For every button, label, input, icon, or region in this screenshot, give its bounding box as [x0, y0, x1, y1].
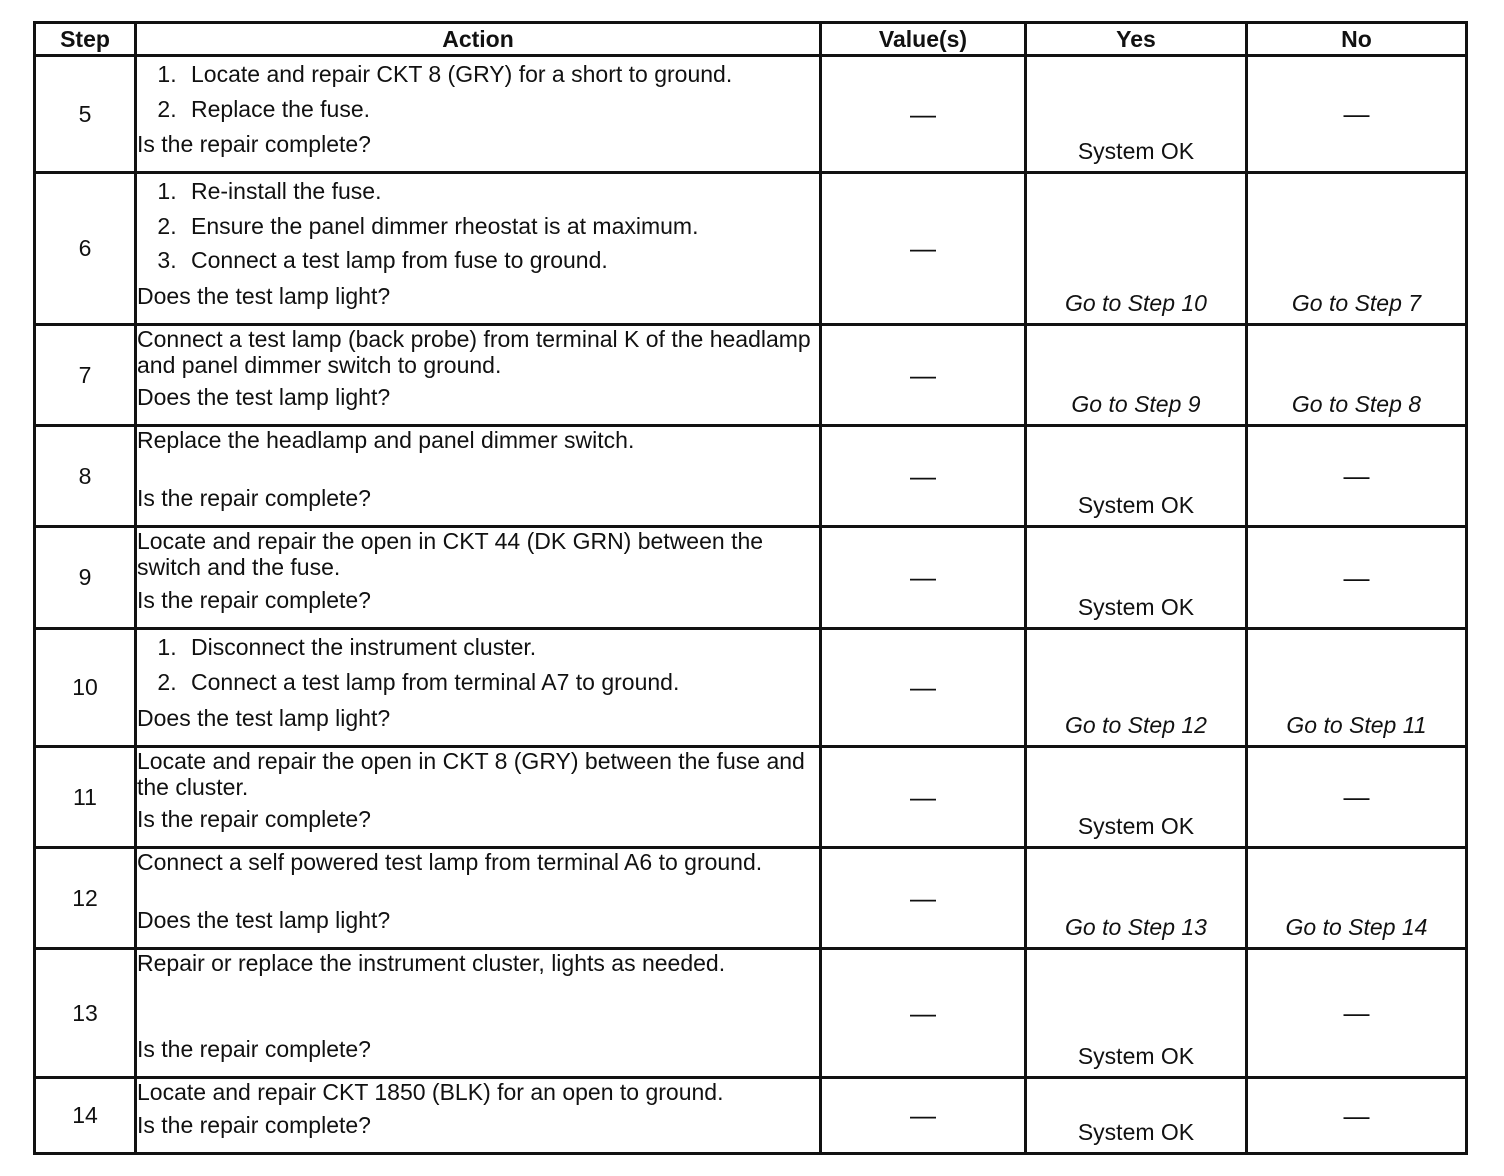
- action-instructions: [137, 174, 819, 278]
- no-cell: [1247, 848, 1467, 949]
- action-cell: [136, 848, 821, 949]
- header-yes: Yes: [1026, 23, 1247, 56]
- step-number: 10: [35, 629, 136, 747]
- action-question: Is the repair complete?: [137, 484, 371, 511]
- no-cell: [1247, 949, 1467, 1078]
- action-question: Does the test lamp light?: [137, 282, 391, 309]
- no-cell: [1247, 325, 1467, 426]
- step-number: 11: [35, 747, 136, 848]
- no-cell: [1247, 173, 1467, 325]
- action-instructions: [137, 57, 819, 126]
- action-step-item: 3. Connect a test lamp from fuse to ground.: [183, 243, 819, 278]
- action-step-item: 2. Ensure the panel dimmer rheostat is at maximum.: [183, 209, 819, 244]
- no-cell: [1247, 426, 1467, 527]
- no-result: —: [1343, 98, 1370, 129]
- action-text: Repair or replace the instrument cluster, lights as needed.: [137, 950, 726, 976]
- action-instructions: [137, 326, 819, 379]
- action-text: Connect a self powered test lamp from terminal A6 to ground.: [137, 849, 763, 875]
- no-cell: [1247, 629, 1467, 747]
- value-cell: —: [821, 848, 1026, 949]
- table-row: [35, 949, 1467, 1078]
- header-action: Action: [136, 23, 821, 56]
- step-number: 6: [35, 173, 136, 325]
- action-cell: [136, 426, 821, 527]
- yes-result: System OK: [1077, 594, 1195, 620]
- action-content: [137, 748, 819, 836]
- action-step-item: 1. Disconnect the instrument cluster.: [183, 630, 819, 665]
- action-cell: [136, 747, 821, 848]
- yes-cell: [1026, 56, 1247, 173]
- action-instructions: [137, 427, 819, 453]
- action-question: Does the test lamp light?: [137, 906, 391, 933]
- action-text: Locate and repair CKT 1850 (BLK) for an open to ground.: [137, 1079, 724, 1105]
- no-cell: [1247, 527, 1467, 629]
- action-content: [137, 849, 819, 937]
- action-cell: [136, 1078, 821, 1154]
- step-number: 7: [35, 325, 136, 426]
- action-cell: [136, 173, 821, 325]
- action-steps-list: [137, 174, 819, 278]
- no-cell: [1247, 1078, 1467, 1154]
- yes-result: Go to Step 12: [1065, 712, 1207, 738]
- action-cell: [136, 949, 821, 1078]
- no-result: —: [1343, 997, 1370, 1028]
- no-result: —: [1343, 1100, 1370, 1130]
- action-instructions: [137, 630, 819, 699]
- table-row: [35, 325, 1467, 426]
- step-number: 12: [35, 848, 136, 949]
- action-content: [137, 326, 819, 414]
- header-row: [35, 23, 1467, 56]
- yes-cell: [1026, 848, 1247, 949]
- action-question: Is the repair complete?: [137, 1035, 371, 1062]
- action-question: Does the test lamp light?: [137, 704, 391, 731]
- action-text: Locate and repair the open in CKT 8 (GRY) between the fuse and the cluster.: [137, 748, 805, 801]
- yes-result: Go to Step 9: [1071, 391, 1201, 417]
- table-row: [35, 527, 1467, 629]
- no-result: —: [1343, 562, 1370, 592]
- step-number: 9: [35, 527, 136, 629]
- action-step-item: 2. Connect a test lamp from terminal A7 to ground.: [183, 665, 819, 700]
- step-number: 13: [35, 949, 136, 1078]
- action-question: Is the repair complete?: [137, 130, 371, 157]
- step-number: 14: [35, 1078, 136, 1154]
- action-cell: [136, 56, 821, 173]
- value-cell: —: [821, 747, 1026, 848]
- action-question: Does the test lamp light?: [137, 383, 391, 410]
- action-question: Is the repair complete?: [137, 1111, 371, 1138]
- header-values: Value(s): [821, 23, 1026, 56]
- action-question: Is the repair complete?: [137, 805, 371, 832]
- yes-cell: [1026, 325, 1247, 426]
- table-row: [35, 747, 1467, 848]
- action-step-item: 1. Re-install the fuse.: [183, 174, 819, 209]
- action-instructions: [137, 849, 819, 875]
- no-cell: [1247, 56, 1467, 173]
- yes-result: Go to Step 13: [1065, 914, 1207, 940]
- action-cell: [136, 527, 821, 629]
- value-cell: —: [821, 56, 1026, 173]
- yes-cell: [1026, 949, 1247, 1078]
- action-content: [137, 950, 819, 1066]
- table-row: [35, 56, 1467, 173]
- no-result: Go to Step 14: [1285, 914, 1428, 940]
- value-cell: —: [821, 1078, 1026, 1154]
- action-steps-list: [137, 630, 819, 699]
- action-instructions: [137, 748, 819, 801]
- action-step-item: 1. Locate and repair CKT 8 (GRY) for a short to ground.: [183, 57, 819, 92]
- yes-cell: [1026, 527, 1247, 629]
- action-cell: [136, 629, 821, 747]
- action-content: [137, 57, 819, 161]
- yes-cell: [1026, 747, 1247, 848]
- table-row: [35, 426, 1467, 527]
- value-cell: —: [821, 949, 1026, 1078]
- action-step-item: 2. Replace the fuse.: [183, 92, 819, 127]
- value-cell: —: [821, 629, 1026, 747]
- table-row: [35, 1078, 1467, 1154]
- action-text: Connect a test lamp (back probe) from terminal K of the headlamp and panel dimmer switch to ground.: [137, 326, 811, 379]
- no-cell: [1247, 747, 1467, 848]
- step-number: 5: [35, 56, 136, 173]
- step-number: 8: [35, 426, 136, 527]
- value-cell: —: [821, 173, 1026, 325]
- value-cell: —: [821, 426, 1026, 527]
- diagnostic-table: [33, 21, 1468, 1155]
- action-cell: [136, 325, 821, 426]
- yes-result: System OK: [1077, 1043, 1195, 1069]
- action-content: [137, 630, 819, 735]
- no-result: Go to Step 8: [1291, 391, 1422, 417]
- action-instructions: [137, 528, 819, 581]
- action-content: [137, 427, 819, 515]
- yes-cell: [1026, 173, 1247, 325]
- yes-result: System OK: [1077, 813, 1195, 839]
- no-result: Go to Step 11: [1286, 712, 1427, 738]
- yes-cell: [1026, 426, 1247, 527]
- table-row: [35, 173, 1467, 325]
- action-instructions: [137, 950, 819, 976]
- action-text: Replace the headlamp and panel dimmer switch.: [137, 427, 635, 453]
- action-text: Locate and repair the open in CKT 44 (DK GRN) between the switch and the fuse.: [137, 528, 764, 581]
- yes-result: Go to Step 10: [1065, 290, 1207, 316]
- action-question: Is the repair complete?: [137, 586, 371, 613]
- header-no: No: [1247, 23, 1467, 56]
- yes-cell: [1026, 1078, 1247, 1154]
- yes-result: System OK: [1077, 138, 1195, 164]
- value-cell: —: [821, 527, 1026, 629]
- action-instructions: [137, 1079, 819, 1105]
- no-result: —: [1343, 781, 1370, 812]
- yes-result: System OK: [1077, 1119, 1195, 1145]
- header-step: Step: [35, 23, 136, 56]
- table-body: [35, 56, 1467, 1154]
- value-cell: —: [821, 325, 1026, 426]
- table-row: [35, 629, 1467, 747]
- action-content: [137, 1079, 819, 1142]
- yes-cell: [1026, 629, 1247, 747]
- no-result: —: [1343, 460, 1370, 491]
- no-result: Go to Step 7: [1291, 290, 1422, 316]
- action-content: [137, 528, 819, 617]
- yes-result: System OK: [1077, 492, 1195, 518]
- action-content: [137, 174, 819, 313]
- action-steps-list: [137, 57, 819, 126]
- table-row: [35, 848, 1467, 949]
